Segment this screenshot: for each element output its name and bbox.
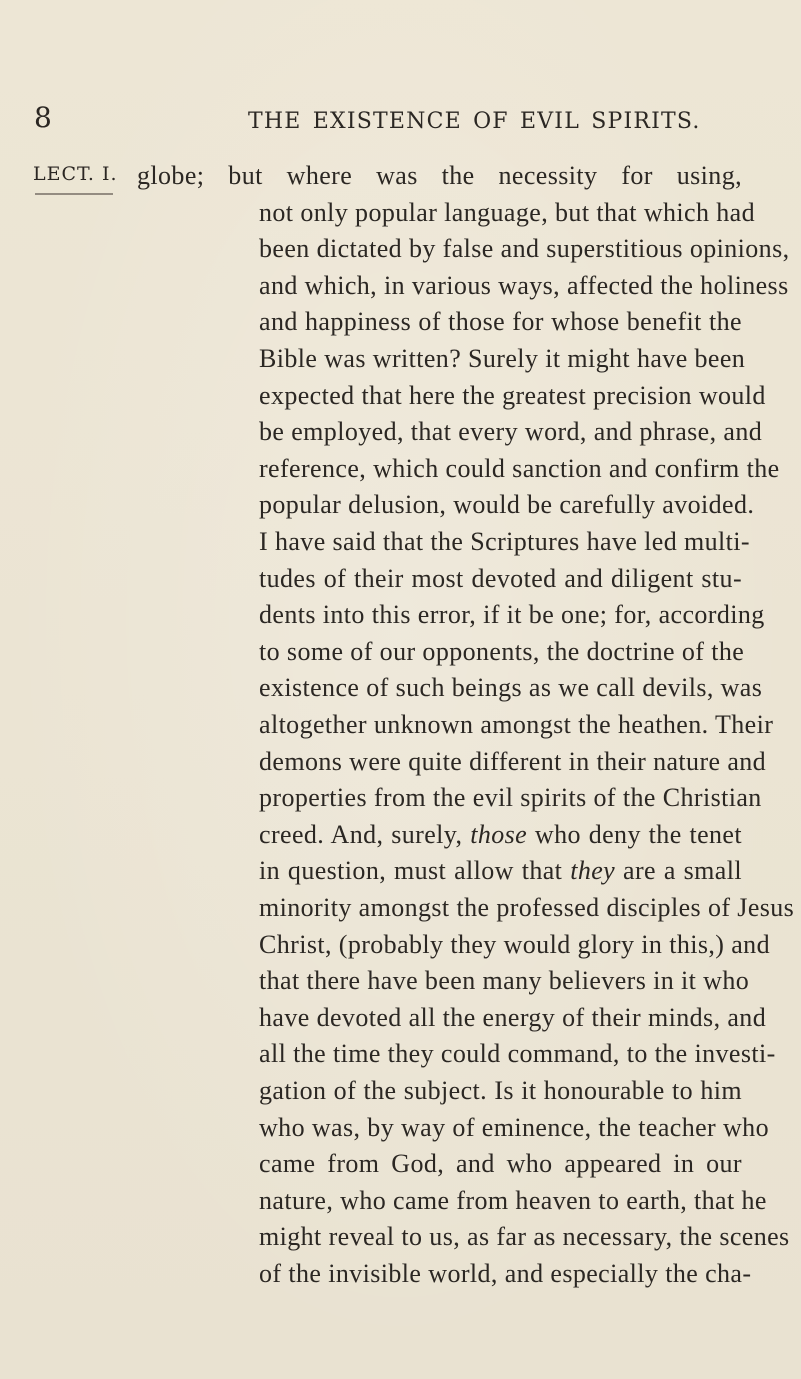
- text-line: expected that here the greatest precision would: [259, 380, 766, 410]
- lecture-marginal-label: LECT. I.: [33, 163, 118, 185]
- text-line: that there have been many believers in it who: [259, 966, 750, 996]
- text-line: been dictated by false and superstitious opinions,: [259, 234, 790, 264]
- running-head: THE EXISTENCE OF EVIL SPIRITS.: [248, 109, 701, 134]
- text-line: popular delusion, would be carefully avoided.: [259, 490, 755, 520]
- page-number: 8: [34, 101, 52, 134]
- text-line: minority amongst the professed disciples of Jesus: [259, 893, 795, 922]
- text-line: of the invisible world, and especially the cha-: [259, 1259, 752, 1288]
- text-line: might reveal to us, as far as necessary, the scenes: [259, 1222, 790, 1252]
- italic-emphasis: they: [570, 856, 616, 886]
- text-line: Christ, (probably they would glory in this,) and: [259, 929, 770, 959]
- text-line: tudes of their most devoted and diligent stu-: [259, 563, 742, 593]
- text-line: I have said that the Scriptures have led multi-: [259, 527, 750, 556]
- text-line: came from God, and who appeared in our: [259, 1149, 742, 1179]
- text-line: be employed, that every word, and phrase, and: [259, 417, 763, 447]
- text-line: nature, who came from heaven to earth, that he: [259, 1185, 767, 1215]
- text-line: globe; but where was the necessity for using,: [137, 161, 742, 190]
- text-line: to some of our opponents, the doctrine of the: [259, 636, 745, 666]
- text-line: demons were quite different in their nature and: [259, 746, 767, 776]
- text-line: Bible was written? Surely it might have been: [259, 344, 746, 373]
- text-line: properties from the evil spirits of the Christian: [259, 783, 762, 813]
- text-line: and which, in various ways, affected the holiness: [259, 270, 789, 300]
- text-line: existence of such beings as we call devils, was: [259, 673, 763, 703]
- text-line: gation of the subject. Is it honourable to him: [259, 1076, 742, 1105]
- text-line: creed. And, surely, those who deny the tenet: [259, 819, 742, 849]
- text-line: have devoted all the energy of their minds, and: [259, 1002, 767, 1032]
- text-line: dents into this error, if it be one; for, according: [259, 600, 765, 630]
- text-line: not only popular language, but that which had: [259, 197, 756, 227]
- text-line: who was, by way of eminence, the teacher who: [259, 1112, 769, 1142]
- text-line: and happiness of those for whose benefit the: [259, 307, 742, 337]
- text-line: all the time they could command, to the investi-: [259, 1039, 776, 1069]
- italic-emphasis: those: [470, 819, 528, 849]
- text-line: in question, must allow that they are a small: [259, 856, 742, 886]
- text-line: reference, which could sanction and confirm the: [259, 453, 780, 483]
- text-line: altogether unknown amongst the heathen. Their: [259, 710, 774, 739]
